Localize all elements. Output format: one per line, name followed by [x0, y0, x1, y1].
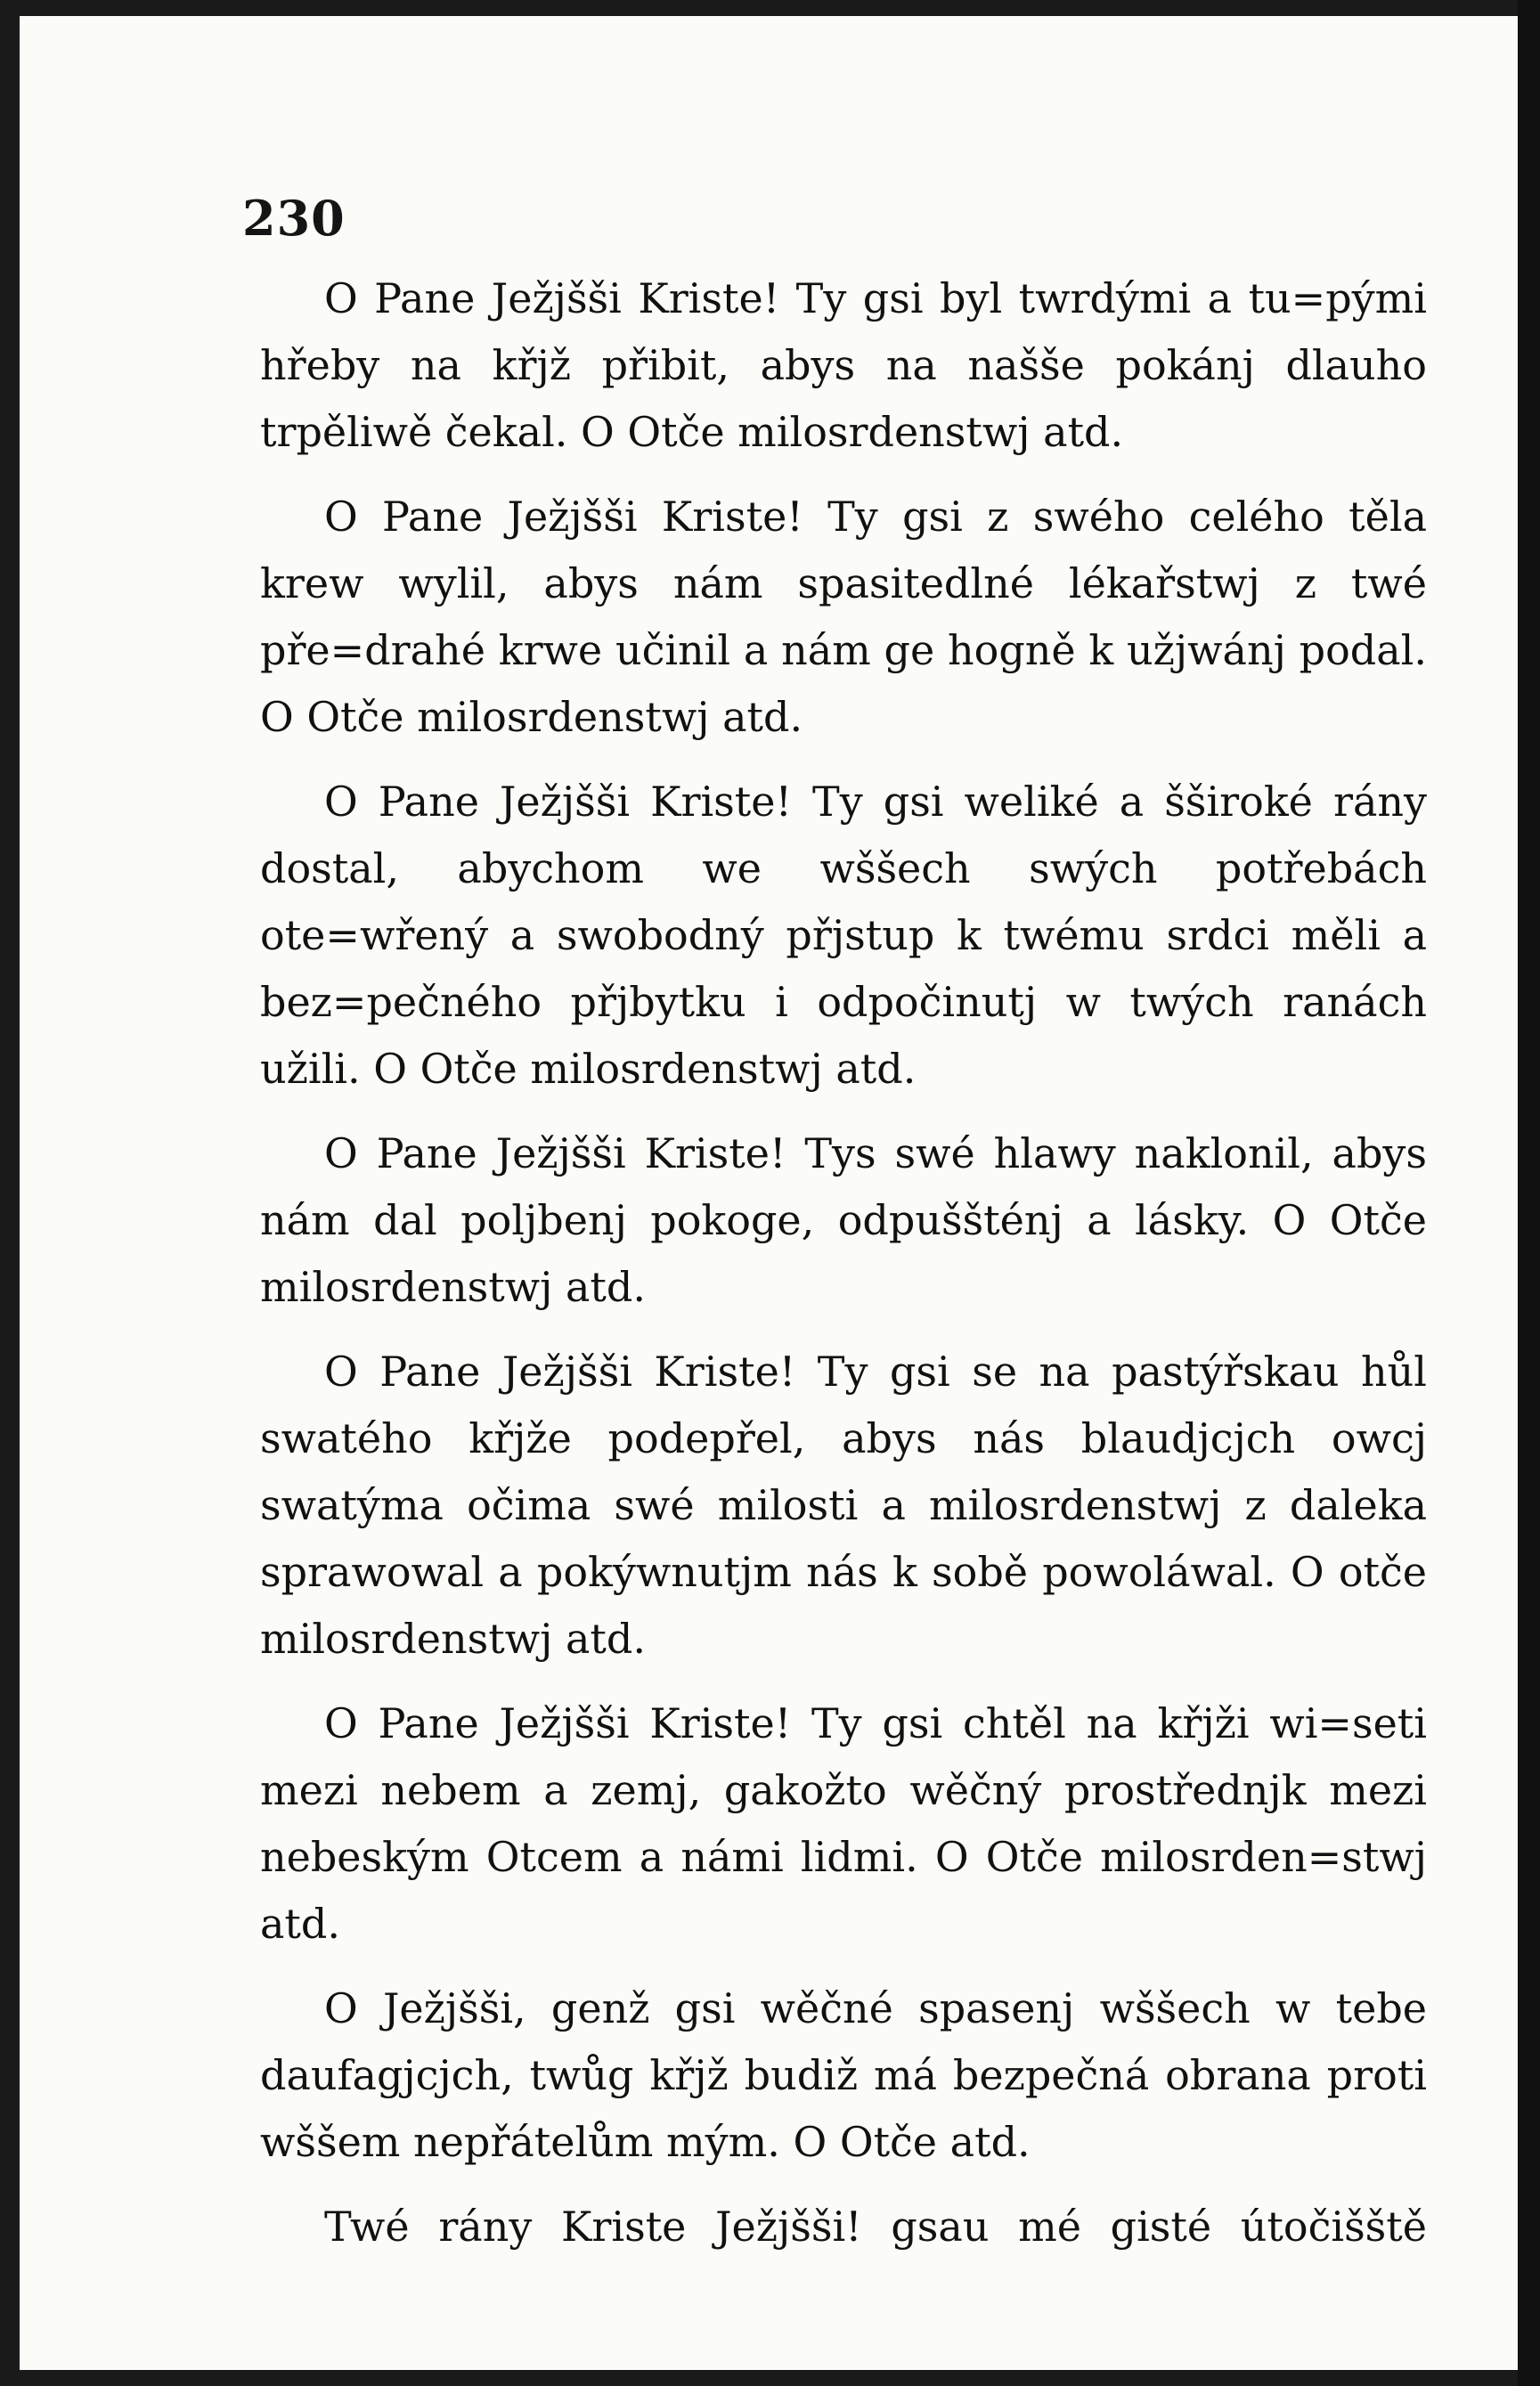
page-edge-shadow [1518, 0, 1540, 2386]
page-text [260, 265, 1427, 2260]
paragraph-1: O Pane Ježjšši Kriste! Ty gsi byl twrdými a tu=pými hřeby na křjž přibit, abys na našše pokánj dlauho trpěliwě čekal. O Otče milosrdenstwj atd. [260, 274, 1427, 456]
paragraph-2: O Pane Ježjšši Kriste! Ty gsi z swého celého těla krew wylil, abys nám spasitedlné lékařstwj z twé pře=drahé krwe učinil a nám ge hogně k užjwánj podal. O Otče milosrdenstwj atd. [260, 493, 1427, 741]
paragraph-4: O Pane Ježjšši Kriste! Tys swé hlawy naklonil, abys nám dal poljbenj pokoge, odpuššténj a lásky. O Otče milosrdenstwj atd. [260, 1129, 1427, 1311]
page-number: 230 [242, 190, 346, 247]
paragraph-5: O Pane Ježjšši Kriste! Ty gsi se na pastýřskau hůl swatého křjže podepřel, abys nás blaudjcjch owcj swatýma očima swé milosti a milosrdenstwj z daleka sprawowal a pokýwnutjm nás k sobě powoláwal. O otče milosrdenstwj atd. [260, 1348, 1427, 1663]
paragraph-3: O Pane Ježjšši Kriste! Ty gsi weliké a šširoké rány dostal, abychom we wššech swých potřebách ote=wřený a swobodný přjstup k twému srdci měli a bez=pečného přjbytku i odpočinutj w twých ranách užili. O Otče milosrdenstwj atd. [260, 778, 1427, 1093]
paragraph-7: O Ježjšši, genž gsi wěčné spasenj wššech w tebe daufagjcjch, twůg křjž budiž má bezpečná obrana proti wššem nepřátelům mým. O Otče atd. [260, 1984, 1427, 2166]
book-page [20, 16, 1521, 2370]
paragraph-6: O Pane Ježjšši Kriste! Ty gsi chtěl na křjži wi=seti mezi nebem a zemj, gakožto wěčný prostřednjk mezi nebeským Otcem a námi lidmi. O Otče milosrden=stwj atd. [260, 1699, 1427, 1948]
paragraph-8: Twé rány Kriste Ježjšši! gsau mé gisté útočišště [324, 2203, 1427, 2251]
